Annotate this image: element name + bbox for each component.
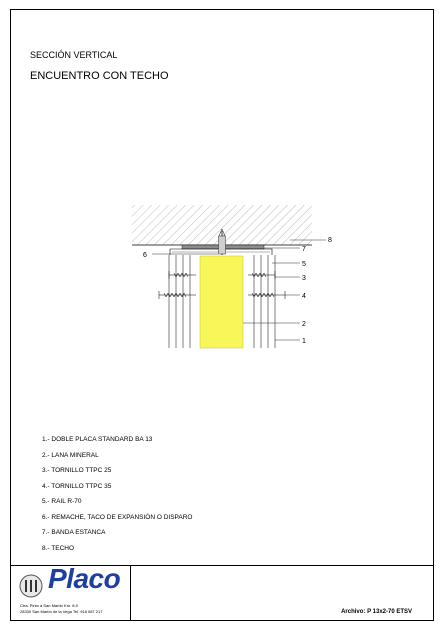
screw-ttpc25-right [248,271,275,279]
callout-3: 3 [302,275,306,282]
company-address: Ctra. Pinto a San Martín Km. 8,9 [20,603,78,608]
mineral-wool [200,256,243,348]
archive-reference: Archivo: P 13x2-70 ETSV [341,609,412,615]
legend-item: 7.- BANDA ESTANCA [42,529,106,536]
screw-ttpc25-left [169,271,196,279]
callout-8: 8 [328,237,332,244]
screw-ttpc35-right [248,291,285,299]
legend-item: 6.- REMACHE, TACO DE EXPANSIÓN O DISPARO [42,513,193,521]
legend-item: 5.- RAIL R-70 [42,498,82,505]
legend-item: 4.- TORNILLO TTPC 35 [42,482,112,490]
title-block [10,565,434,621]
callout-1: 1 [302,338,306,345]
callout-2: 2 [302,321,306,328]
callout-6: 6 [143,252,147,259]
callout-7: 7 [302,246,306,253]
legend-item: 3.- TORNILLO TTPC 25 [42,467,112,474]
legend-item: 8.- TECHO [42,544,75,552]
logo-box [10,563,131,621]
brand-logo: Placo [48,563,121,594]
company-contact: 28330 San Martín de la Vega Tel. 918 087 217 [20,609,103,614]
legend-item: 2.- LANA MINERAL [42,451,99,459]
screw-ttpc35-left [159,291,196,299]
placo-logo-icon [18,573,44,599]
section-subtitle: SECCIÓN VERTICAL [30,50,118,60]
legend-item: 1.- DOBLE PLACA STANDARD BA 13 [42,436,153,443]
drawing-title: ENCUENTRO CON TECHO [30,70,169,82]
callout-4: 4 [302,293,306,300]
callout-5: 5 [302,261,306,268]
legend-list [42,436,193,560]
